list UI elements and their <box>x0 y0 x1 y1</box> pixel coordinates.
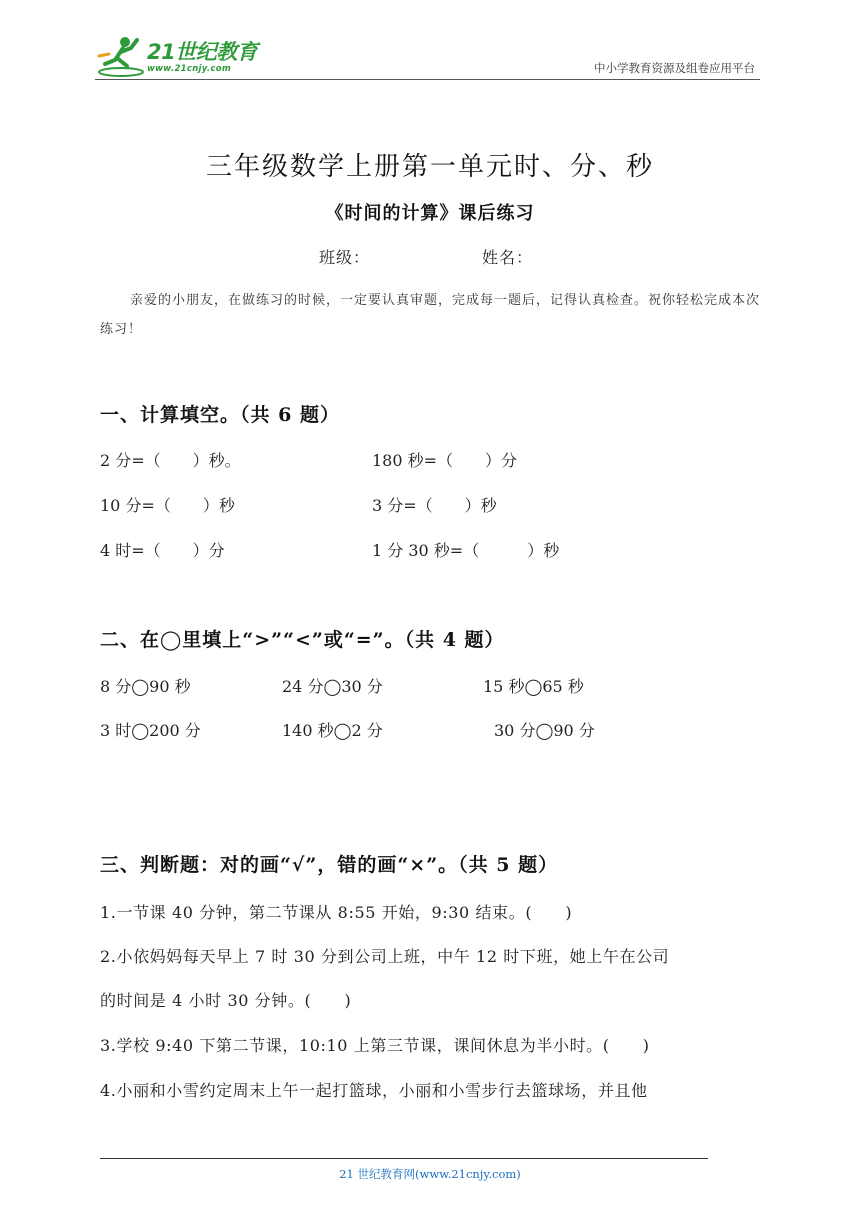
question-item: 4 时=（ ）分 <box>100 541 225 560</box>
runner-logo-icon <box>95 34 145 78</box>
question-item: 3 分=（ ）秒 <box>372 496 497 515</box>
name-label: 姓名： <box>482 248 534 267</box>
compare-item: 8 分◯90 秒 <box>100 677 191 696</box>
section-3-title: 三、判断题：对的画“√”，错的画“×”。（共 5 题） <box>100 854 559 876</box>
judgment-line: 4.小丽和小雪约定周末上午一起打篮球，小丽和小雪步行去篮球场，并且他 <box>100 1081 648 1100</box>
platform-label: 中小学教育资源及组卷应用平台 <box>594 61 755 75</box>
question-item: 2 分=（ ）秒。 <box>100 451 241 470</box>
intro-paragraph: 亲爱的小朋友，在做练习的时候，一定要认真审题，完成每一题后，记得认真检查。祝你轻松完成本次练习！ <box>100 293 761 337</box>
question-item: 10 分=（ ）秒 <box>100 496 235 515</box>
section-2-title: 二、在◯里填上“>”“<”或“=”。（共 4 题） <box>100 629 505 651</box>
question-item: 180 秒=（ ）分 <box>372 451 518 470</box>
compare-item: 24 分◯30 分 <box>282 677 383 696</box>
judgment-line: 的时间是 4 小时 30 分钟。( ) <box>100 991 352 1010</box>
question-item: 1 分 30 秒=（ ）秒 <box>372 541 560 560</box>
header-divider <box>95 79 760 80</box>
section-1-title: 一、计算填空。（共 6 题） <box>100 404 340 426</box>
worksheet-subtitle: 《时间的计算》课后练习 <box>325 203 535 224</box>
logo-url: www.21cnjy.com <box>147 64 231 74</box>
judgment-line: 1.一节课 40 分钟，第二节课从 8:55 开始，9:30 结束。( ) <box>100 903 573 922</box>
footer-divider <box>100 1158 708 1159</box>
logo-text: 21世纪教育 <box>147 40 258 64</box>
compare-item: 140 秒◯2 分 <box>282 721 383 740</box>
judgment-line: 2.小依妈妈每天早上 7 时 30 分到公司上班，中午 12 时下班，她上午在公司 <box>100 947 670 966</box>
footer-text: 21 世纪教育网(www.21cnjy.com) <box>339 1167 521 1181</box>
page-header <box>95 30 760 80</box>
class-label: 班级： <box>319 248 371 267</box>
compare-item: 15 秒◯65 秒 <box>483 677 584 696</box>
compare-item: 30 分◯90 分 <box>494 721 595 740</box>
brand-logo <box>95 34 265 76</box>
worksheet-title: 三年级数学上册第一单元时、分、秒 <box>205 152 654 182</box>
compare-item: 3 时◯200 分 <box>100 721 201 740</box>
judgment-line: 3.学校 9:40 下第二节课，10:10 上第三节课，课间休息为半小时。( ) <box>100 1036 650 1055</box>
